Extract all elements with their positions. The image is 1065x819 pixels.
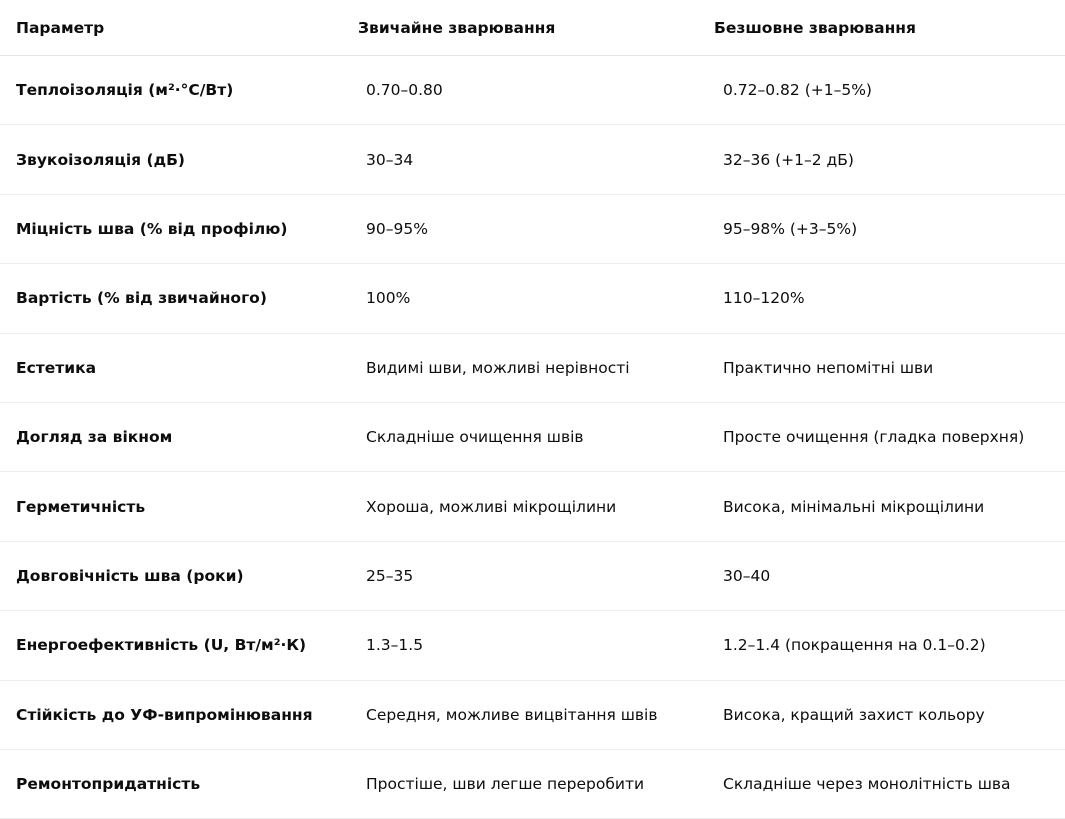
row-seamless-cell: 30–40	[723, 566, 771, 585]
row-regular-cell: Хороша, можливі мікрощілини	[366, 497, 617, 516]
row-regular-cell: 25–35	[366, 566, 414, 585]
row-regular-cell: Складніше очищення швів	[366, 428, 584, 447]
row-parameter-cell: Стійкість до УФ-випромінювання	[16, 705, 313, 724]
table-row	[0, 542, 1065, 611]
row-parameter-cell: Міцність шва (% від профілю)	[16, 219, 288, 238]
row-regular-cell: 1.3–1.5	[366, 636, 424, 655]
row-seamless-cell: Практично непомітні шви	[723, 358, 934, 377]
header-seamless-welding: Безшовне зварювання	[714, 18, 916, 37]
row-regular-cell: 30–34	[366, 150, 414, 169]
table-row	[0, 195, 1065, 264]
row-parameter-cell: Довговічність шва (роки)	[16, 566, 244, 585]
row-regular-cell: Простіше, шви легше переробити	[366, 775, 645, 794]
table-row	[0, 750, 1065, 819]
row-parameter-cell: Вартість (% від звичайного)	[16, 289, 267, 308]
row-seamless-cell: Складніше через монолітність шва	[723, 775, 1011, 794]
table-row	[0, 681, 1065, 750]
row-parameter-cell: Догляд за вікном	[16, 428, 173, 447]
table-row	[0, 472, 1065, 541]
header-parameter: Параметр	[16, 18, 105, 37]
table-header-row	[0, 0, 1065, 56]
row-seamless-cell: 1.2–1.4 (покращення на 0.1–0.2)	[723, 636, 986, 655]
table-row	[0, 125, 1065, 194]
table-row	[0, 611, 1065, 680]
table-row	[0, 264, 1065, 333]
row-seamless-cell: Висока, мінімальні мікрощілини	[723, 497, 985, 516]
row-seamless-cell: 32–36 (+1–2 дБ)	[723, 150, 854, 169]
row-parameter-cell: Енергоефективність (U, Вт/м²·К)	[16, 636, 307, 655]
row-regular-cell: 100%	[366, 289, 411, 308]
row-seamless-cell: 95–98% (+3–5%)	[723, 219, 858, 238]
row-regular-cell: 90–95%	[366, 219, 428, 238]
row-parameter-cell: Естетика	[16, 358, 97, 377]
header-regular-welding: Звичайне зварювання	[358, 18, 556, 37]
row-regular-cell: Середня, можливе вицвітання швів	[366, 705, 658, 724]
row-parameter-cell: Герметичність	[16, 497, 146, 516]
row-seamless-cell: Висока, кращий захист кольору	[723, 705, 985, 724]
row-regular-cell: Видимі шви, можливі нерівності	[366, 358, 630, 377]
table-row	[0, 56, 1065, 125]
row-seamless-cell: 0.72–0.82 (+1–5%)	[723, 81, 872, 100]
row-seamless-cell: Просте очищення (гладка поверхня)	[723, 428, 1025, 447]
row-parameter-cell: Теплоізоляція (м²·°C/Вт)	[16, 81, 234, 100]
row-regular-cell: 0.70–0.80	[366, 81, 443, 100]
row-parameter-cell: Звукоізоляція (дБ)	[16, 150, 186, 169]
row-seamless-cell: 110–120%	[723, 289, 805, 308]
table-row	[0, 403, 1065, 472]
table-row	[0, 334, 1065, 403]
row-parameter-cell: Ремонтопридатність	[16, 775, 201, 794]
